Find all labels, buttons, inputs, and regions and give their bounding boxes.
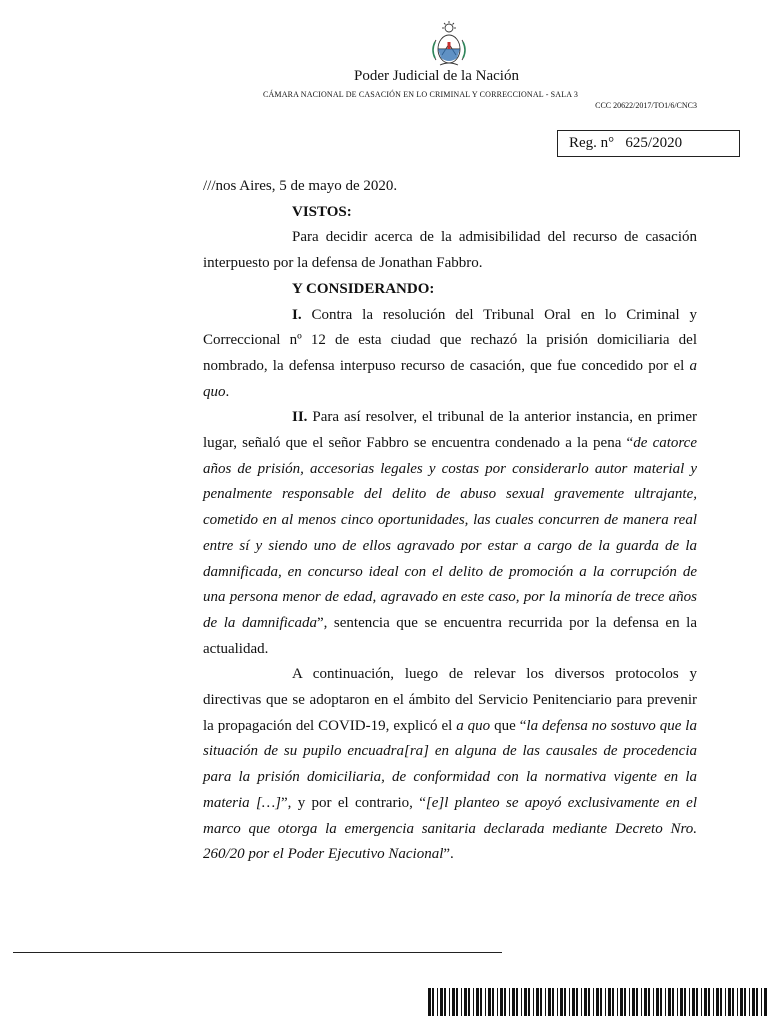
paragraph-2-quote: de catorce años de prisión, accesorias legales y costas por considerarlo autor material y penalmente responsable del delito de abuso sexual gravemente ultrajante, cometido en al menos cinco oportunidades, las cuales concurren de manera real entre sí y siendo uno de ellos agravado por estar a cargo de la guarda de la damnificada, en concurso ideal con el delito de promoción a la corrupción de una persona menor de edad, agravado en este caso, por la minoría de trece años de la damnificada <box>203 435 697 631</box>
paragraph-3-end: ”. <box>443 846 454 863</box>
paragraph-3-text-3: ”, y por el contrario, “ <box>281 794 426 811</box>
coat-of-arms-icon <box>428 20 470 68</box>
paragraph-3-text-2: que “ <box>490 717 527 734</box>
registry-number: 625/2020 <box>625 135 683 151</box>
paragraph-1 <box>203 303 697 406</box>
paragraph-2-text: Para así resolver, el tribunal de la anterior instancia, en primer lugar, señaló que el señor Fabbro se encuentra condenado a la pena “ <box>203 409 697 452</box>
paragraph-3-quote-2: [e]l planteo se apoyó exclusivamente en el marco que otorga la emergencia sanitaria declarada mediante Decreto Nro. 260/20 por el Poder Ejecutivo Nacional <box>203 794 697 863</box>
footer-rule <box>13 952 502 953</box>
paragraph-2 <box>203 405 697 662</box>
paragraph-2-end: ”, sentencia que se encuentra recurrida por la defensa en la actualidad. <box>203 614 697 657</box>
paragraph-1-end: . <box>225 383 230 400</box>
document-body <box>203 174 697 868</box>
paragraph-2-number: II. <box>292 409 308 426</box>
paragraph-3 <box>203 662 697 868</box>
considerando-heading: Y CONSIDERANDO: <box>292 280 435 297</box>
registry-box <box>557 130 740 157</box>
chamber-name: CÁMARA NACIONAL DE CASACIÓN EN LO CRIMINAL Y CORRECCIONAL - SALA 3 <box>263 90 579 99</box>
paragraph-3-italic: a quo <box>456 717 491 734</box>
paragraph-3-text-1: A continuación, luego de relevar los diversos protocolos y directivas que se adoptaron en el ámbito del Servicio Penitenciario para prevenir la propagación del COVID-19, explicó el <box>203 666 697 734</box>
vistos-heading: VISTOS: <box>292 203 352 220</box>
registry-label: Reg. n° <box>569 135 615 151</box>
institution-title: Poder Judicial de la Nación <box>354 68 519 84</box>
paragraph-1-italic: a quo <box>203 357 697 400</box>
paragraph-1-number: I. <box>292 306 302 323</box>
paragraph-1-text: Contra la resolución del Tribunal Oral en lo Criminal y Correccional nº 12 de esta ciudad que rechazó la prisión domiciliaria del nombrado, la defensa interpuso recurso de casación, que fue concedido por el <box>203 306 697 374</box>
paragraph-3-quote-1: la defensa no sostuvo que la situación de su pupilo encuadra[ra] en alguna de las causales de procedencia para la prisión domiciliaria, de conformidad con la normativa vigente en la materia […] <box>203 717 697 811</box>
barcode-icon <box>428 988 768 1016</box>
vistos-paragraph: Para decidir acerca de la admisibilidad del recurso de casación interpuesto por la defensa de Jonathan Fabbro. <box>203 229 697 272</box>
case-number: CCC 20622/2017/TO1/6/CNC3 <box>595 101 697 110</box>
date-line: ///nos Aires, 5 de mayo de 2020. <box>203 178 398 194</box>
